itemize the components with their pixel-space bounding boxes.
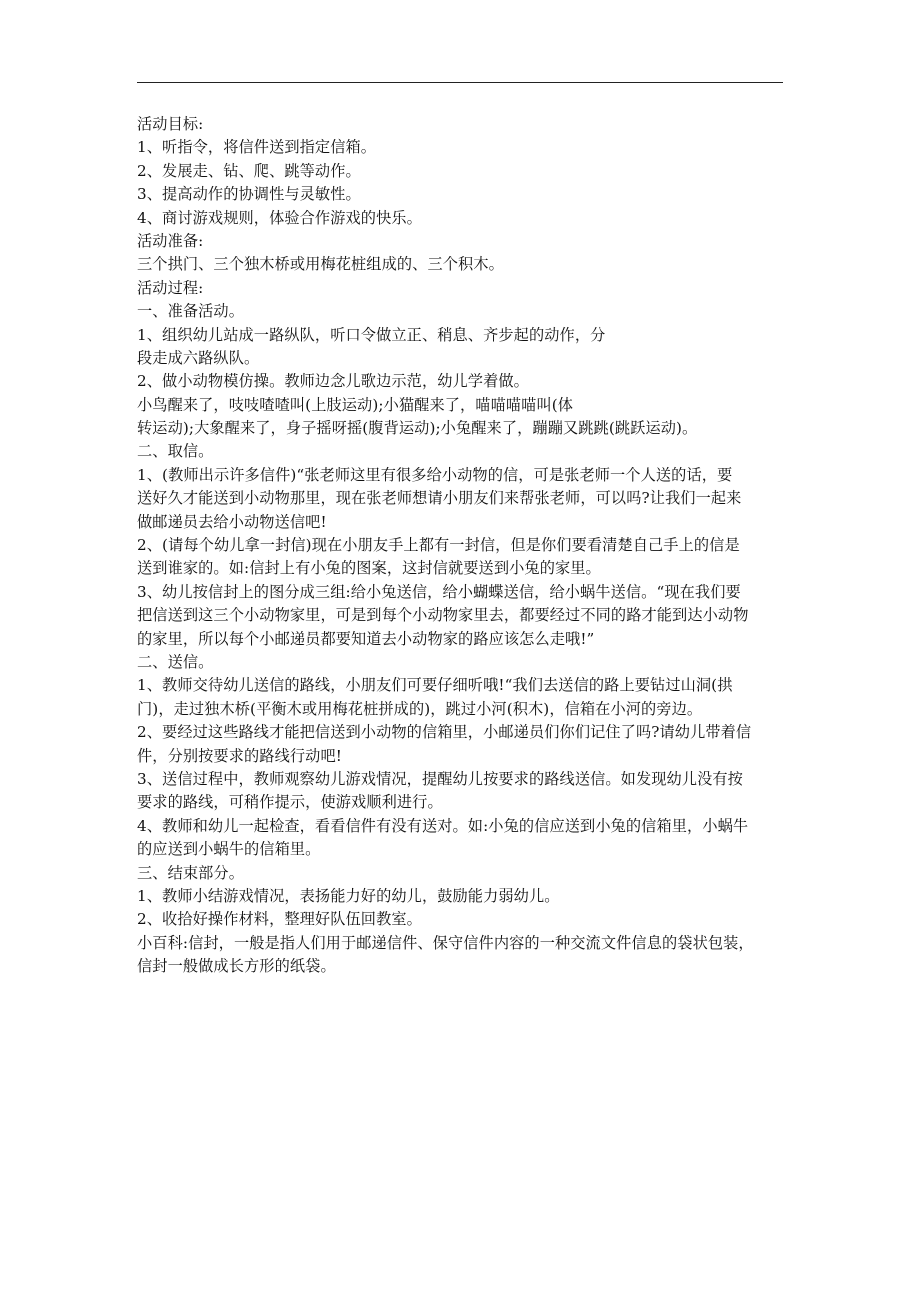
text-line: 1、组织幼儿站成一路纵队，听口令做立正、稍息、齐步起的动作，分 [137,325,606,344]
text-line: 1、听指令，将信件送到指定信箱。 [137,138,377,157]
text-line: 一、准备活动。 [137,302,245,321]
text-line: 小鸟醒来了，吱吱喳喳叫(上肢运动);小猫醒来了，喵喵喵喵叫(体 [137,395,574,414]
text-line: 转运动);大象醒来了，身子摇呀摇(腹背运动);小兔醒来了，蹦蹦又跳跳(跳跃运动)。 [137,419,698,438]
text-line: 的应送到小蜗牛的信箱里。 [137,840,321,859]
text-line: 2、收拾好操作材料，整理好队伍回教室。 [137,910,422,929]
text-line: 信封一般做成长方形的纸袋。 [137,957,336,976]
text-line: 2、(请每个幼儿拿一封信)现在小朋友手上都有一封信，但是你们要看清楚自己手上的信是 [137,536,740,555]
text-line: 活动过程: [137,278,204,297]
document-body [137,113,793,978]
text-line: 二、取信。 [137,442,214,461]
text-line: 活动目标: [137,115,204,133]
text-line: 的家里，所以每个小邮递员都要知道去小动物家的路应该怎么走哦!” [137,629,595,648]
text-line: 小百科:信封，一般是指人们用于邮递信件、保守信件内容的一种交流文件信息的袋状包装， [137,933,754,952]
text-line: 三个拱门、三个独木桥或用梅花桩组成的、三个积木。 [137,255,504,274]
text-line: 件，分别按要求的路线行动吧! [137,746,342,765]
text-line: 把信送到这三个小动物家里，可是到每个小动物家里去，都要经过不同的路才能到达小动物 [137,606,749,625]
text-line: 2、要经过这些路线才能把信送到小动物的信箱里，小邮递员们你们记住了吗?请幼儿带着信 [137,723,752,742]
header-rule [137,82,783,83]
text-line: 4、教师和幼儿一起检查，看看信件有没有送对。如:小兔的信应送到小兔的信箱里，小蜗牛 [137,816,749,835]
text-line: 活动准备: [137,231,204,250]
text-line: 3、幼儿按信封上的图分成三组:给小兔送信，给小蝴蝶送信，给小蜗牛送信。“现在我们要 [137,582,741,601]
text-line: 要求的路线，可稍作提示，使游戏顺利进行。 [137,793,443,812]
text-line: 门)，走过独木桥(平衡木或用梅花桩拼成的)，跳过小河(积木)，信箱在小河的旁边。 [137,699,703,718]
text-line: 送到谁家的。如:信封上有小兔的图案，这封信就要送到小兔的家里。 [137,559,601,578]
text-line: 1、教师交待幼儿送信的路线，小朋友们可要仔细听哦!“我们去送信的路上要钻过山洞(拱 [137,676,733,695]
text-line: 二、送信。 [137,652,214,671]
text-line: 2、发展走、钻、爬、跳等动作。 [137,161,361,180]
text-line: 做邮递员去给小动物送信吧! [137,512,327,531]
text-line: 3、提高动作的协调性与灵敏性。 [137,185,361,204]
text-line: 1、(教师出示许多信件)“张老师这里有很多给小动物的信，可是张老师一个人送的话，要 [137,465,733,484]
text-line: 1、教师小结游戏情况，表扬能力好的幼儿，鼓励能力弱幼儿。 [137,886,560,905]
text-line: 三、结束部分。 [137,863,245,882]
text-line: 3、送信过程中，教师观察幼儿游戏情况，提醒幼儿按要求的路线送信。如发现幼儿没有按 [137,769,743,788]
text-line: 4、商讨游戏规则，体验合作游戏的快乐。 [137,208,422,227]
text-line: 2、做小动物模仿操。教师边念儿歌边示范，幼儿学着做。 [137,372,529,391]
text-line: 段走成六路纵队。 [137,348,260,367]
text-line: 送好久才能送到小动物那里，现在张老师想请小朋友们来帮张老师，可以吗?让我们一起来 [137,489,742,508]
